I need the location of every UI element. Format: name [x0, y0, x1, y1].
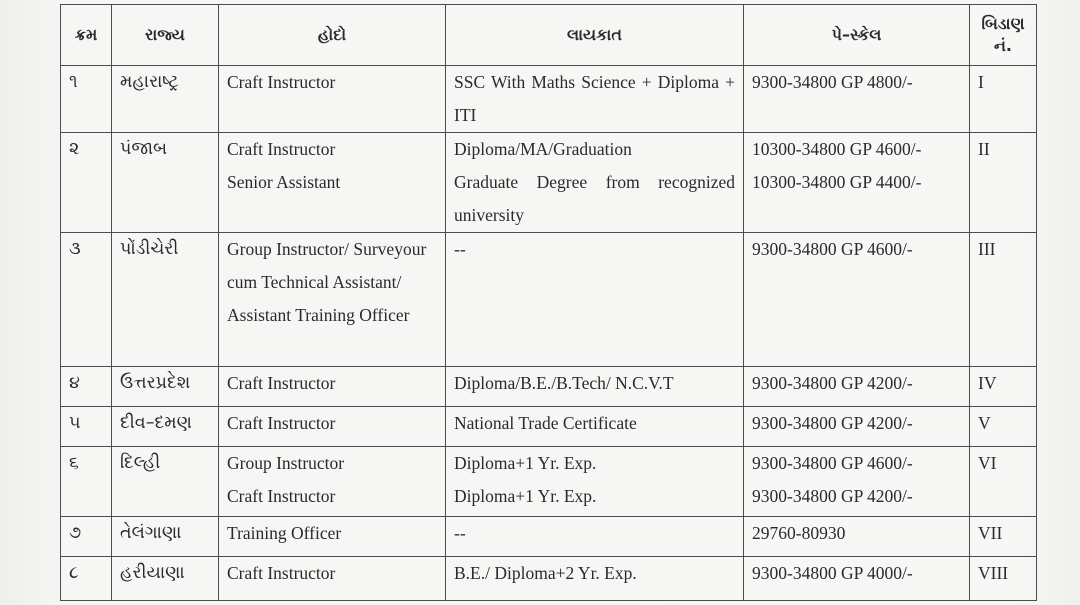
qualification-line: National Trade Certificate — [454, 413, 637, 433]
cell-payscale — [744, 133, 970, 233]
cell-payscale — [744, 66, 970, 133]
post-line: Craft Instructor — [227, 373, 336, 393]
cell-post — [219, 557, 446, 601]
pay-scale-table — [60, 4, 1037, 601]
cell-post — [219, 367, 446, 407]
cell-qualification — [446, 66, 744, 133]
header-state: રાજ્ય — [112, 5, 219, 66]
cell-post — [219, 407, 446, 447]
post-line: Craft Instructor — [227, 413, 336, 433]
cell-state: દિલ્હી — [112, 447, 219, 517]
table-row — [61, 367, 1037, 407]
qualification-line: B.E./ Diploma+2 Yr. Exp. — [454, 563, 637, 583]
header-qualification: લાયકાત — [446, 5, 744, 66]
payscale-line: 9300-34800 GP 4800/- — [752, 72, 913, 92]
payscale-line: 29760-80930 — [752, 523, 846, 543]
header-sr: ક્રમ — [61, 5, 112, 66]
table-row — [61, 447, 1037, 517]
table-row — [61, 517, 1037, 557]
cell-qualification — [446, 447, 744, 517]
payscale-line: 9300-34800 GP 4200/- — [752, 413, 913, 433]
cell-sr: ૪ — [61, 367, 112, 407]
cell-post — [219, 66, 446, 133]
table-row — [61, 66, 1037, 133]
cell-payscale — [744, 367, 970, 407]
cell-post — [219, 233, 446, 367]
header-post: હોદો — [219, 5, 446, 66]
cell-annexure: I — [970, 66, 1037, 133]
qualification-line: SSC With Maths Science + Diploma + ITI — [454, 72, 735, 125]
qualification-line: Diploma+1 Yr. Exp. — [454, 486, 597, 506]
post-line: Craft Instructor — [227, 72, 336, 92]
cell-annexure: VIII — [970, 557, 1037, 601]
qualification-line: Diploma/B.E./B.Tech/ N.C.V.T — [454, 373, 674, 393]
cell-state: પંજાબ — [112, 133, 219, 233]
header-row — [61, 5, 1037, 66]
cell-state: તેલંગાણા — [112, 517, 219, 557]
qualification-line: Diploma/MA/Graduation — [454, 139, 632, 159]
payscale-line: 10300-34800 GP 4400/- — [752, 172, 922, 192]
cell-state: મહારાષ્ટ્ર — [112, 66, 219, 133]
post-line: Group Instructor — [227, 453, 345, 473]
table-body — [61, 66, 1037, 601]
cell-annexure: IV — [970, 367, 1037, 407]
qualification-line: Diploma+1 Yr. Exp. — [454, 453, 597, 473]
cell-payscale — [744, 233, 970, 367]
payscale-line: 9300-34800 GP 4000/- — [752, 563, 913, 583]
cell-payscale — [744, 407, 970, 447]
post-line: Craft Instructor — [227, 486, 336, 506]
cell-sr: ૭ — [61, 517, 112, 557]
cell-sr: ૨ — [61, 133, 112, 233]
header-payscale: પે–સ્કેલ — [744, 5, 970, 66]
cell-state: હરીયાણા — [112, 557, 219, 601]
payscale-line: 9300-34800 GP 4600/- — [752, 239, 913, 259]
cell-post — [219, 447, 446, 517]
table-row — [61, 407, 1037, 447]
cell-payscale — [744, 447, 970, 517]
cell-qualification — [446, 233, 744, 367]
payscale-line: 9300-34800 GP 4600/- — [752, 453, 913, 473]
cell-state: દીવ–દમણ — [112, 407, 219, 447]
cell-payscale — [744, 557, 970, 601]
cell-annexure: VII — [970, 517, 1037, 557]
qualification-line: -- — [454, 523, 466, 543]
cell-annexure: III — [970, 233, 1037, 367]
cell-qualification — [446, 407, 744, 447]
payscale-line: 9300-34800 GP 4200/- — [752, 486, 913, 506]
cell-sr: ૮ — [61, 557, 112, 601]
cell-qualification — [446, 517, 744, 557]
qualification-line: Graduate Degree from recognized university — [454, 172, 735, 225]
header-annexure: બિડાણ નં. — [970, 5, 1037, 66]
cell-qualification — [446, 557, 744, 601]
cell-annexure: V — [970, 407, 1037, 447]
cell-sr: ૬ — [61, 447, 112, 517]
cell-payscale — [744, 517, 970, 557]
cell-sr: ૩ — [61, 233, 112, 367]
table-row — [61, 557, 1037, 601]
table-row — [61, 233, 1037, 367]
post-line: Training Officer — [227, 523, 342, 543]
cell-post — [219, 517, 446, 557]
post-line: Senior Assistant — [227, 172, 341, 192]
table-row — [61, 133, 1037, 233]
cell-post — [219, 133, 446, 233]
cell-sr: ૫ — [61, 407, 112, 447]
cell-state: પોંડીચેરી — [112, 233, 219, 367]
payscale-line: 10300-34800 GP 4600/- — [752, 139, 922, 159]
qualification-line: -- — [454, 239, 466, 259]
cell-annexure: II — [970, 133, 1037, 233]
cell-sr: ૧ — [61, 66, 112, 133]
post-line: Craft Instructor — [227, 563, 336, 583]
post-line: Group Instructor/ Surveyour cum Technical Assistant/ Assistant Training Officer — [227, 239, 427, 325]
cell-qualification — [446, 133, 744, 233]
post-line: Craft Instructor — [227, 139, 336, 159]
cell-state: ઉત્તરપ્રદેશ — [112, 367, 219, 407]
cell-annexure: VI — [970, 447, 1037, 517]
payscale-line: 9300-34800 GP 4200/- — [752, 373, 913, 393]
cell-qualification — [446, 367, 744, 407]
